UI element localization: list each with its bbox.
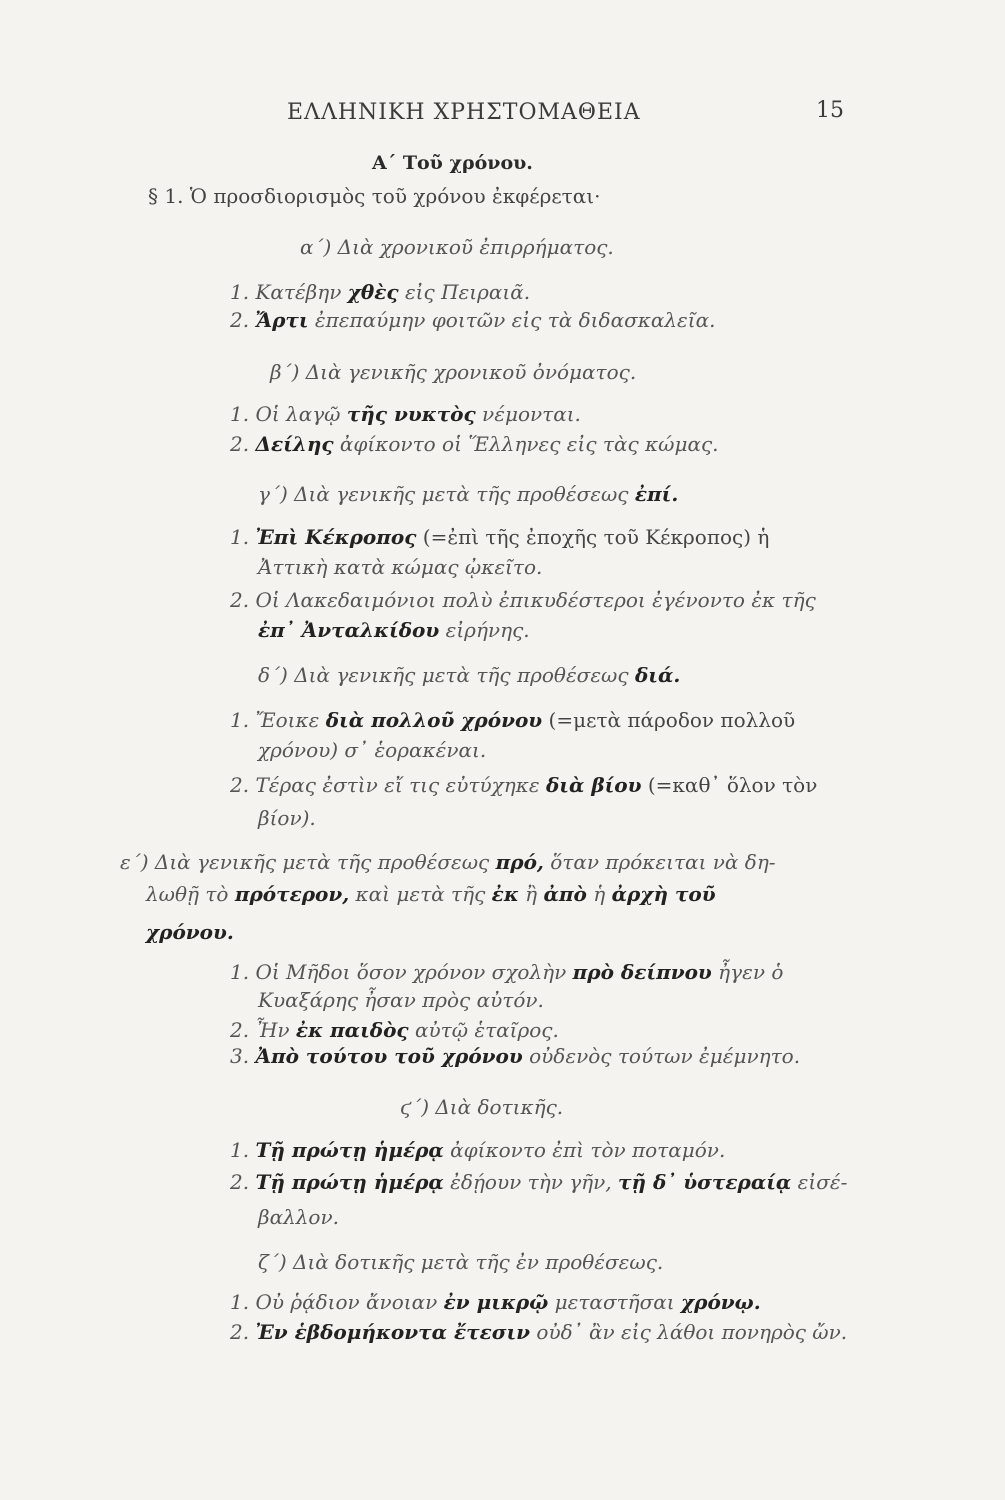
running-header: ΕΛΛΗΝΙΚΗ ΧΡΗΣΤΟΜΑΘΕΙΑ xyxy=(287,100,641,125)
paragraph-intro: § 1. Ὁ προσδιορισμὸς τοῦ χρόνου ἐκφέρεται· xyxy=(148,184,601,208)
example-f2: 2. Τῇ πρώτῃ ἡμέρᾳ ἐδῄουν τὴν γῆν, τῇ δ᾿ ὑστεραίᾳ εἰσέ- xyxy=(230,1170,848,1194)
subheading-g: ζ΄) Διὰ δοτικῆς μετὰ τῆς ἐν προθέσεως. xyxy=(258,1250,664,1274)
example-c1: 1. Ἐπὶ Κέκροπος (=ἐπὶ τῆς ἐποχῆς τοῦ Κέκροπος) ἡ xyxy=(230,525,770,549)
example-a2: 2. Ἄρτι ἐπεπαύμην φοιτῶν εἰς τὰ διδασκαλεῖα. xyxy=(230,308,716,332)
example-a1: 1. Κατέβην χθὲς εἰς Πειραιᾶ. xyxy=(230,280,531,304)
example-e1: 1. Οἱ Μῆδοι ὅσον χρόνον σχολὴν πρὸ δείπνου ἦγεν ὁ xyxy=(230,960,784,984)
example-f1: 1. Τῇ πρώτῃ ἡμέρᾳ ἀφίκοντο ἐπὶ τὸν ποταμόν. xyxy=(230,1138,726,1162)
example-e2: 2. Ἦν ἐκ παιδὸς αὐτῷ ἑταῖρος. xyxy=(230,1018,559,1042)
example-c2-cont: ἐπ᾿ Ἀνταλκίδου εἰρήνης. xyxy=(258,618,530,642)
example-e1-cont: Κυαξάρης ἦσαν πρὸς αὐτόν. xyxy=(258,988,544,1012)
subheading-b: β΄) Διὰ γενικῆς χρονικοῦ ὀνόματος. xyxy=(270,360,637,384)
subheading-c: γ΄) Διὰ γενικῆς μετὰ τῆς προθέσεως ἐπί. xyxy=(258,482,679,506)
example-f2-cont: βαλλον. xyxy=(258,1205,339,1229)
example-e3: 3. Ἀπὸ τούτου τοῦ χρόνου οὐδενὸς τούτων ἐμέμνητο. xyxy=(230,1044,801,1068)
subheading-d: δ΄) Διὰ γενικῆς μετὰ τῆς προθέσεως διά. xyxy=(258,663,681,687)
subheading-f: ϛ΄) Διὰ δοτικῆς. xyxy=(400,1095,564,1119)
example-d1: 1. Ἔοικε διὰ πολλοῦ χρόνου (=μετὰ πάροδον πολλοῦ xyxy=(230,708,796,732)
example-b1: 1. Οἱ λαγῷ τῆς νυκτὸς νέμονται. xyxy=(230,402,581,426)
subheading-a: α΄) Διὰ χρονικοῦ ἐπιρρήματος. xyxy=(300,235,614,259)
example-b2: 2. Δείλης ἀφίκοντο οἱ Ἕλληνες εἰς τὰς κώμας. xyxy=(230,432,719,456)
subheading-e-line1: ε΄) Διὰ γενικῆς μετὰ τῆς προθέσεως πρό, ὅταν πρόκειται νὰ δη- xyxy=(120,850,776,874)
subheading-e-line2: λωθῇ τὸ πρότερον, καὶ μετὰ τῆς ἐκ ἢ ἀπὸ ἡ ἀρχὴ τοῦ xyxy=(146,882,716,906)
example-d2-cont: βίον). xyxy=(258,806,316,830)
example-d1-cont: χρόνου) σ᾿ ἑορακέναι. xyxy=(258,738,487,762)
example-g1: 1. Οὐ ῥᾴδιον ἄνοιαν ἐν μικρῷ μεταστῆσαι χρόνῳ. xyxy=(230,1290,761,1314)
page-number: 15 xyxy=(816,98,844,123)
example-d2: 2. Τέρας ἐστὶν εἴ τις εὐτύχηκε διὰ βίου (=καθ᾿ ὅλον τὸν xyxy=(230,773,818,797)
example-c1-cont: Ἀττικὴ κατὰ κώμας ᾠκεῖτο. xyxy=(258,555,543,579)
subheading-e-line3: χρόνου. xyxy=(146,920,234,944)
example-g2: 2. Ἐν ἑβδομήκοντα ἔτεσιν οὐδ᾿ ἂν εἰς λάθοι πονηρὸς ὤν. xyxy=(230,1320,848,1344)
section-heading: Α΄ Τοῦ χρόνου. xyxy=(372,152,533,174)
example-c2: 2. Οἱ Λακεδαιμόνιοι πολὺ ἐπικυδέστεροι ἐγένοντο ἐκ τῆς xyxy=(230,588,816,612)
